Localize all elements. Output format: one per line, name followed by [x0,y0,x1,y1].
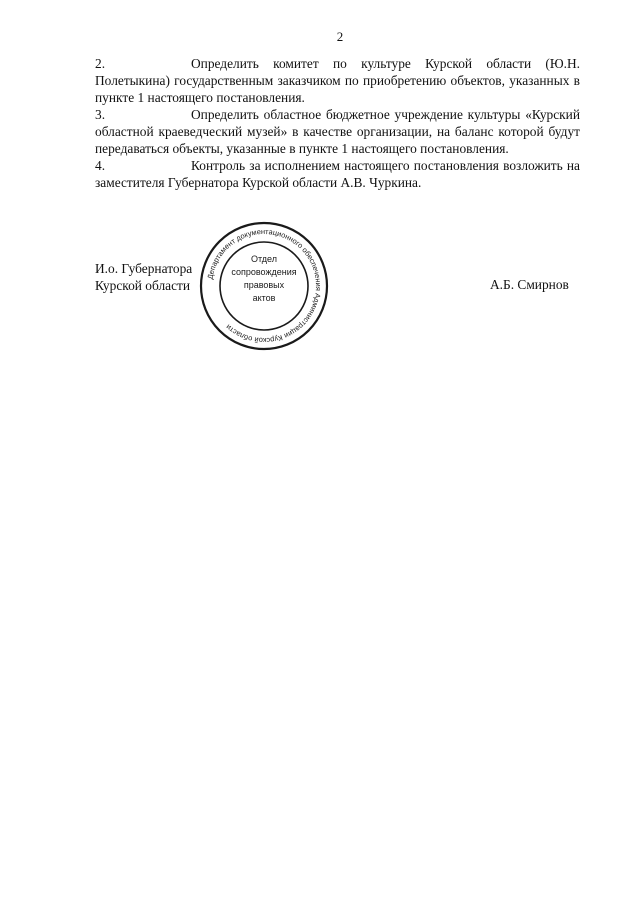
paragraph-text: Определить областное бюджетное учреждение культуры «Курский областной краеведческий музей» в качестве организации, на баланс которой будут передаваться объекты, указанные в пункте 1 настоящего постановления. [95,107,580,156]
stamp-center-line4: актов [252,293,276,303]
stamp-center-line1: Отдел [250,254,278,264]
stamp-ring-text: Департамент документационного обеспечения Администрации Курской области [205,226,324,346]
paragraph-text: Определить комитет по культуре Курской области (Ю.Н. Полетыкина) государственным заказчиком по приобретению объектов, указанных в пункте 1 настоящего постановления. [95,56,580,105]
official-stamp [198,220,330,352]
paragraph-text: Контроль за исполнением настоящего постановления возложить на заместителя Губернатора Курской области А.В. Чуркина. [95,158,580,190]
stamp-center-line3: правовых [243,280,285,290]
paragraph-4 [95,157,580,191]
paragraph-number: 4. [95,158,106,173]
signatory-name: А.Б. Смирнов [490,277,569,292]
signature-title [95,260,192,294]
signature-title-line2: Курской области [95,278,191,293]
paragraph-number: 3. [95,107,106,122]
paragraph-number: 2. [95,56,106,71]
signature-title-line1: И.о. Губернатора [95,261,193,276]
paragraph-3 [95,106,580,157]
document-body [95,55,580,191]
paragraph-2 [95,55,580,106]
stamp-center-line2: сопровождения [231,267,297,277]
page-number: 2 [336,29,344,44]
